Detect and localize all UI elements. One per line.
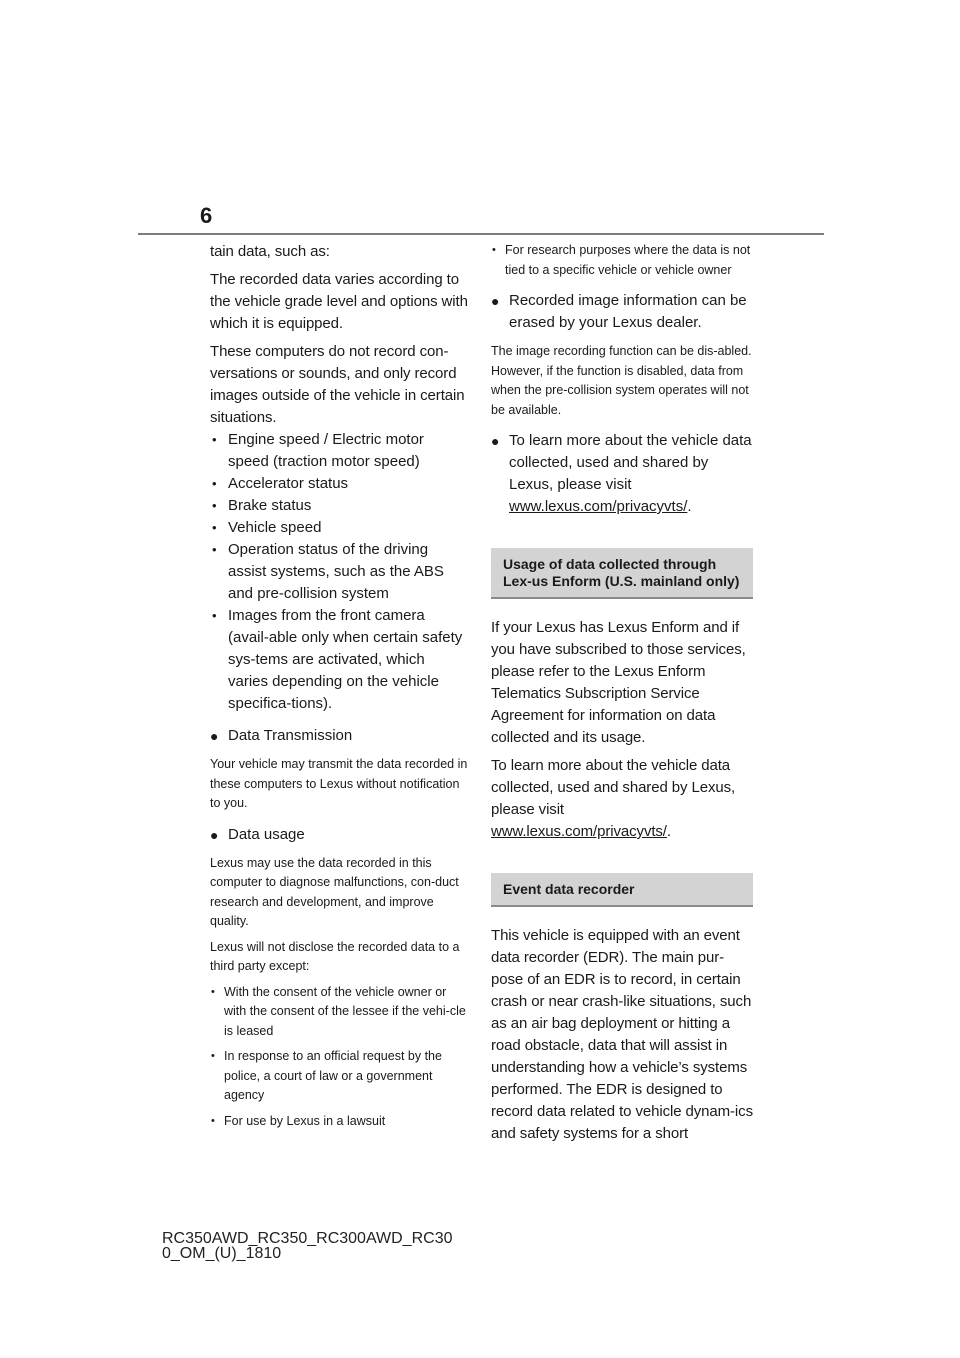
paragraph-recorded-data: The recorded data varies according to the vehicle grade level and options with which it is equipped. xyxy=(210,271,468,332)
heading-learn-more xyxy=(491,430,753,518)
heading-text: Recorded image information can be erased by your Lexus dealer. xyxy=(509,292,747,331)
enform-paragraph: If your Lexus has Lexus Enform and if you have subscribed to those services, please refer to the Lexus Enform Telematics Subscription Service Agreement for information on data collected and its usage. xyxy=(491,619,746,746)
filled-circle-icon: ● xyxy=(210,728,219,744)
list-item: • Accelerator status xyxy=(210,473,468,495)
right-column xyxy=(491,241,753,1151)
list-item: • Images from the front camera (avail-able only when certain safety sys-tems are activated, which varies depending on the vehicle specifica-tions). xyxy=(210,605,468,715)
heading-data-transmission xyxy=(210,725,468,747)
page-number: 6 xyxy=(200,203,213,228)
list-item: • With the consent of the vehicle owner or with the consent of the lessee if the vehi-cle is leased xyxy=(210,983,468,1042)
left-column xyxy=(210,241,468,1137)
erase-text: The image recording function can be dis-abled. However, if the function is disabled, data from when the pre-collision system operates will not be available. xyxy=(491,344,752,417)
learn-more-text: To learn more about the vehicle data collected, used and shared by Lexus, please visit xyxy=(491,757,736,818)
list-item: • Brake status xyxy=(210,495,468,517)
header-rule xyxy=(138,233,824,235)
list-item: • Engine speed / Electric motor speed (traction motor speed) xyxy=(210,429,468,473)
footer-line: RC350AWD_RC350_RC300AWD_RC30 xyxy=(162,1230,453,1247)
usage-disclosure-text: Lexus will not disclose the recorded data to a third party except: xyxy=(210,939,460,973)
list-item: • For research purposes where the data is not tied to a specific vehicle or vehicle owner xyxy=(491,241,753,280)
transmission-text: Your vehicle may transmit the data recorded in these computers to Lexus without notification to you. xyxy=(210,757,468,810)
intro-text: tain data, such as: xyxy=(210,243,330,260)
heading-text: Data usage xyxy=(228,825,305,843)
privacy-link[interactable]: www.lexus.com/privacyvts/ xyxy=(491,823,667,840)
privacy-link[interactable]: www.lexus.com/privacyvts/ xyxy=(509,498,688,515)
heading-text: Data Transmission xyxy=(228,727,353,744)
section-title-enform: Usage of data collected through Lex-us Enform (U.S. mainland only) xyxy=(491,548,753,599)
paragraph-no-conversations: These computers do not record con-versations or sounds, and only record images outside of the vehicle in certain situations. xyxy=(210,343,465,426)
heading-data-usage xyxy=(210,824,468,846)
section-title-edr: Event data recorder xyxy=(491,873,753,907)
list-item: • For use by Lexus in a lawsuit xyxy=(210,1112,468,1132)
filled-circle-icon: ● xyxy=(210,826,219,843)
list-item: • In response to an official request by the police, a court of law or a government agency xyxy=(210,1047,468,1106)
footer-line: 0_OM_(U)_1810 xyxy=(162,1245,282,1262)
edr-paragraph: This vehicle is equipped with an event data recorder (EDR). The main pur-pose of an EDR is to record, in certain crash or near crash-like situations, such as an air bag deployment or hitting a road obstacle, data that will assist in understanding how a vehicle’s systems performed. The EDR is designed to record data related to vehicle dynam-ics and safety systems for a short xyxy=(491,927,753,1142)
period: . xyxy=(687,498,692,515)
filled-circle-icon: ● xyxy=(491,433,500,449)
usage-text: Lexus may use the data recorded in this computer to diagnose malfunctions, con-duct research and development, and improve quality. xyxy=(210,855,459,928)
heading-erase-image xyxy=(491,290,753,334)
list-item: • Vehicle speed xyxy=(210,517,468,539)
footer-model-code xyxy=(162,1231,452,1261)
heading-text: To learn more about the vehicle data collected, used and shared by Lexus, please visit xyxy=(509,432,752,493)
enform-learn-more xyxy=(491,755,753,843)
filled-circle-icon: ● xyxy=(491,293,500,309)
list-item: • Operation status of the driving assist systems, such as the ABS and pre-collision system xyxy=(210,539,468,605)
period: . xyxy=(666,823,671,840)
